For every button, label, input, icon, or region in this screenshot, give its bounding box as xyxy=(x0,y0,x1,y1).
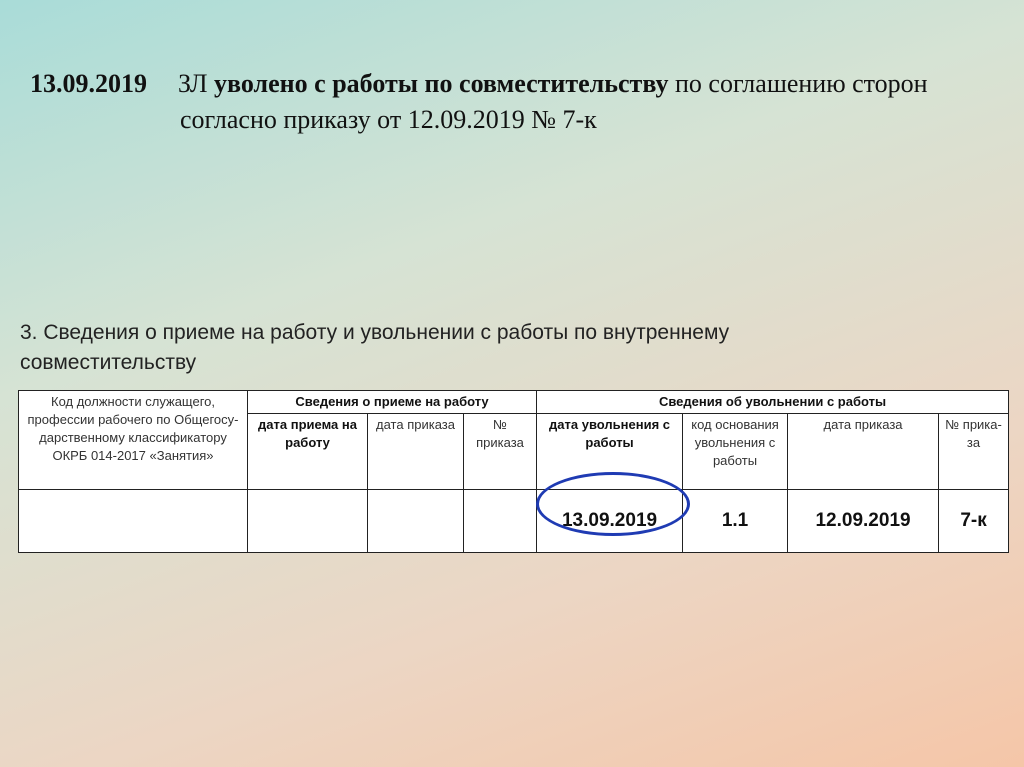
heading-line1 xyxy=(30,66,1010,102)
dismissal-group-header: Сведения об увольнении с работы xyxy=(537,391,1009,414)
dismissal-date-header: дата увольнения с работы xyxy=(537,414,683,490)
hire-order-no-cell xyxy=(464,490,537,553)
heading-prefix: ЗЛ xyxy=(178,69,208,98)
record-heading xyxy=(30,66,1010,138)
hire-order-date-header: дата приказа xyxy=(368,414,464,490)
dismissal-order-no-cell: 7-к xyxy=(939,490,1009,553)
dismissal-order-date-header: дата приказа xyxy=(788,414,939,490)
hire-group-header: Сведения о приеме на работу xyxy=(248,391,537,414)
employment-record-table xyxy=(18,390,1009,553)
section-title-line2: совместительству xyxy=(20,351,197,374)
code-cell xyxy=(19,490,248,553)
section-title xyxy=(20,318,1000,378)
heading-bold-text: уволено с работы по совместительству xyxy=(214,69,669,98)
hire-order-no-header: № приказа xyxy=(464,414,537,490)
dismissal-order-no-header: № прика-за xyxy=(939,414,1009,490)
heading-rest-text: по соглашению сторон xyxy=(675,69,928,98)
dismissal-code-header: код основания увольнения с работы xyxy=(683,414,788,490)
dismissal-code-cell: 1.1 xyxy=(683,490,788,553)
code-header: Код должности служащего, профессии рабочего по Общегосу-дарственному классификатору ОКРБ 014-2017 «Занятия» xyxy=(19,391,248,490)
table-group-header-row xyxy=(19,391,1009,414)
hire-date-header: дата приема на работу xyxy=(248,414,368,490)
hire-date-cell xyxy=(248,490,368,553)
section-title-line1: 3. Сведения о приеме на работу и увольнении с работы по внутреннему xyxy=(20,321,730,344)
heading-date: 13.09.2019 xyxy=(30,69,147,98)
heading-line2: согласно приказу от 12.09.2019 № 7-к xyxy=(180,105,597,134)
hire-order-date-cell xyxy=(368,490,464,553)
table-row xyxy=(19,490,1009,553)
dismissal-date-cell: 13.09.2019 xyxy=(537,490,683,553)
dismissal-order-date-cell: 12.09.2019 xyxy=(788,490,939,553)
